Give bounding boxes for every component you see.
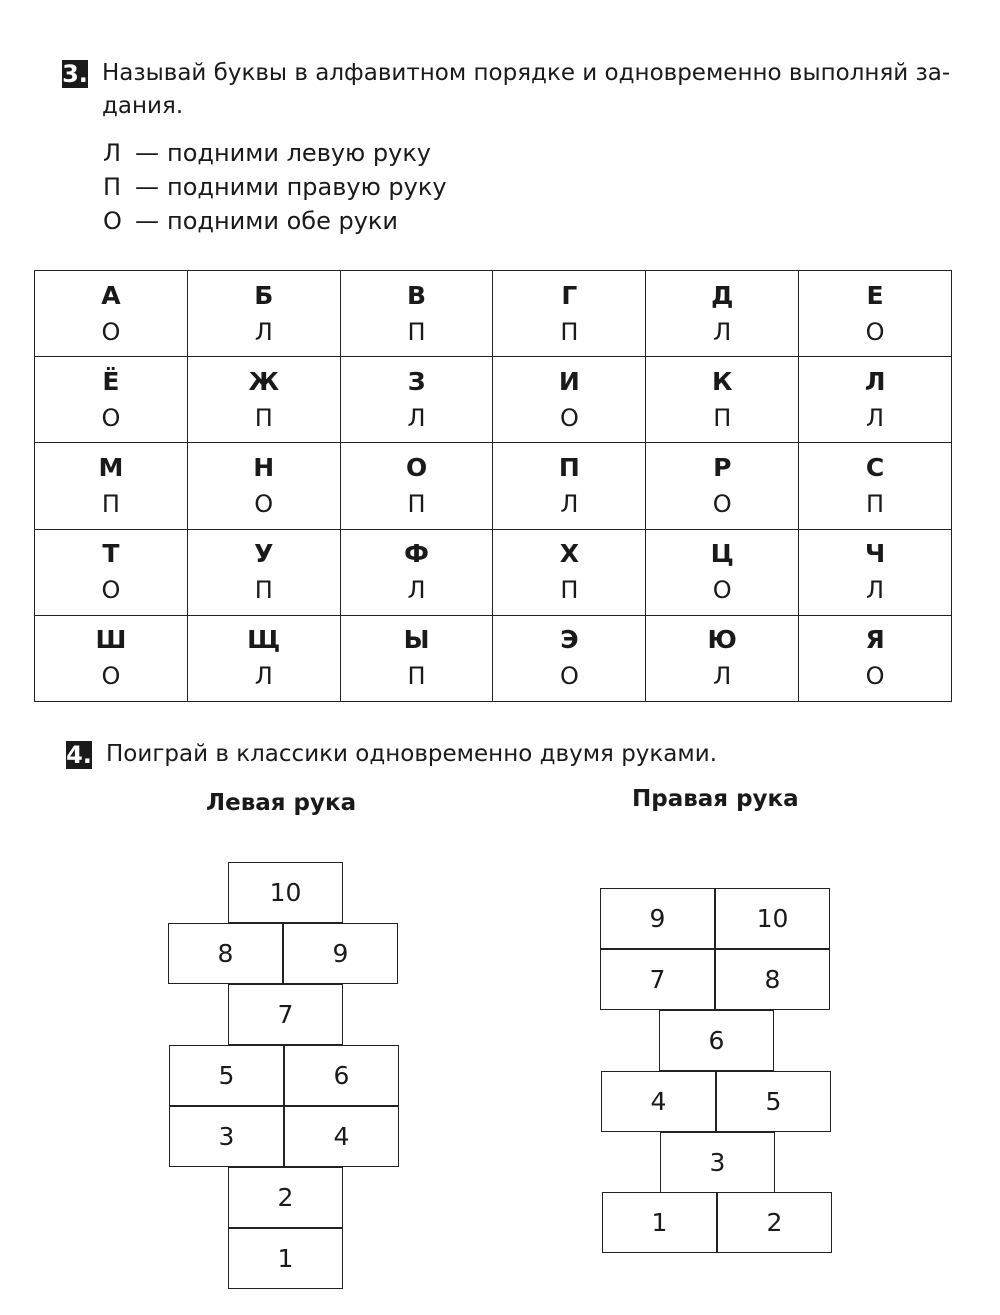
alphabet-letter: Б	[254, 280, 274, 310]
alphabet-cell	[799, 357, 952, 443]
alphabet-letter: Ё	[102, 366, 120, 396]
hopscotch-right-cell: 9	[600, 888, 715, 949]
alphabet-letter: Я	[865, 625, 885, 655]
alphabet-row	[35, 357, 952, 443]
hopscotch-left-cell: 10	[228, 862, 343, 923]
alphabet-letter: У	[254, 539, 274, 569]
alphabet-letter: Ы	[403, 625, 430, 655]
alphabet-cell	[340, 443, 493, 529]
task4-instruction: Поиграй в классики одновременно двумя руками.	[106, 741, 718, 767]
alphabet-letter: А	[101, 280, 121, 310]
alphabet-action: Л	[866, 403, 885, 432]
alphabet-letter: Р	[713, 452, 732, 482]
alphabet-action: О	[865, 662, 885, 691]
hopscotch-right-cell: 7	[600, 949, 715, 1010]
legend-row-right	[103, 170, 447, 204]
alphabet-action: П	[407, 317, 426, 346]
alphabet-cell	[493, 529, 646, 615]
alphabet-cell	[340, 271, 493, 357]
hopscotch-left-cell: 7	[228, 984, 343, 1045]
alphabet-letter: Ч	[864, 539, 886, 569]
alphabet-letter: Д	[711, 280, 734, 310]
alphabet-action: П	[407, 662, 426, 691]
alphabet-cell	[799, 443, 952, 529]
alphabet-row	[35, 529, 952, 615]
alphabet-cell	[340, 357, 493, 443]
left-hand-title: Левая рука	[206, 790, 357, 816]
alphabet-action: П	[407, 489, 426, 518]
alphabet-action: П	[560, 317, 579, 346]
hopscotch-left-cell: 1	[228, 1228, 343, 1289]
alphabet-action: О	[559, 403, 579, 432]
hopscotch-left-cell: 8	[168, 923, 283, 984]
alphabet-cell	[35, 615, 188, 701]
alphabet-cell	[799, 529, 952, 615]
alphabet-letter: Ш	[95, 625, 127, 655]
alphabet-letter: Е	[866, 280, 884, 310]
hopscotch-left-cell: 4	[284, 1106, 399, 1167]
alphabet-letter: З	[407, 366, 426, 396]
alphabet-action: Л	[713, 317, 732, 346]
alphabet-cell	[493, 271, 646, 357]
hopscotch-right-cell: 3	[660, 1132, 775, 1193]
legend-row-both	[103, 204, 447, 238]
legend-letter: Л	[103, 139, 122, 167]
alphabet-action: П	[560, 576, 579, 605]
alphabet-letter: Ц	[710, 539, 734, 569]
hopscotch-left-cell: 3	[169, 1106, 284, 1167]
alphabet-cell	[187, 443, 340, 529]
legend-action: подними обе руки	[167, 207, 398, 235]
task3-legend	[103, 136, 447, 238]
hopscotch-right-cell: 6	[659, 1010, 774, 1071]
alphabet-action: Л	[713, 662, 732, 691]
alphabet-letter: Ж	[248, 366, 280, 396]
alphabet-cell	[340, 615, 493, 701]
alphabet-letter: К	[712, 366, 733, 396]
alphabet-cell	[187, 357, 340, 443]
hopscotch-right-cell: 5	[716, 1071, 831, 1132]
alphabet-cell	[187, 529, 340, 615]
alphabet-action: Л	[866, 576, 885, 605]
task3-number-badge: 3.	[62, 60, 88, 88]
legend-letter: О	[103, 207, 122, 235]
alphabet-action: О	[101, 403, 121, 432]
hopscotch-left-cell: 5	[169, 1045, 284, 1106]
alphabet-letter: Н	[253, 452, 275, 482]
alphabet-row	[35, 443, 952, 529]
alphabet-action: П	[713, 403, 732, 432]
hopscotch-right-cell: 8	[715, 949, 830, 1010]
alphabet-action: Л	[407, 576, 426, 605]
alphabet-cell	[187, 271, 340, 357]
alphabet-letter: Э	[560, 625, 579, 655]
alphabet-cell	[799, 271, 952, 357]
hopscotch-right-cell: 2	[717, 1192, 832, 1253]
legend-action: подними правую руку	[167, 173, 447, 201]
alphabet-cell	[35, 443, 188, 529]
alphabet-cell	[493, 357, 646, 443]
alphabet-action: О	[101, 576, 121, 605]
alphabet-cell	[646, 443, 799, 529]
task3-instruction-line2: дания.	[102, 93, 184, 119]
task4-number-badge: 4.	[66, 741, 92, 769]
alphabet-cell	[646, 357, 799, 443]
legend-dash: —	[135, 207, 159, 235]
alphabet-action: О	[712, 489, 732, 518]
hopscotch-right-cell: 4	[601, 1071, 716, 1132]
alphabet-action: О	[865, 317, 885, 346]
alphabet-letter: П	[558, 452, 580, 482]
alphabet-action: О	[101, 662, 121, 691]
alphabet-action: Л	[254, 317, 273, 346]
hopscotch-right-cell: 1	[602, 1192, 717, 1253]
legend-dash: —	[135, 139, 159, 167]
alphabet-cell	[35, 357, 188, 443]
alphabet-letter: Л	[864, 366, 886, 396]
alphabet-action: О	[559, 662, 579, 691]
alphabet-letter: Щ	[247, 625, 281, 655]
alphabet-letter: С	[865, 452, 885, 482]
alphabet-row	[35, 271, 952, 357]
alphabet-letter: О	[405, 452, 428, 482]
right-hand-title: Правая рука	[632, 786, 799, 812]
alphabet-cell	[35, 271, 188, 357]
alphabet-action: О	[101, 317, 121, 346]
legend-letter: П	[103, 173, 122, 201]
hopscotch-left-cell: 9	[283, 923, 398, 984]
legend-action: подними левую руку	[167, 139, 432, 167]
alphabet-action: Л	[560, 489, 579, 518]
alphabet-action: О	[254, 489, 274, 518]
alphabet-cell	[646, 271, 799, 357]
alphabet-cell	[493, 615, 646, 701]
alphabet-letter: Т	[102, 539, 120, 569]
alphabet-cell	[340, 529, 493, 615]
alphabet-letter: И	[558, 366, 580, 396]
alphabet-letter: М	[98, 452, 124, 482]
alphabet-action: О	[712, 576, 732, 605]
alphabet-action: Л	[407, 403, 426, 432]
alphabet-cell	[187, 615, 340, 701]
alphabet-table	[34, 270, 952, 702]
alphabet-cell	[646, 529, 799, 615]
task3-instruction-line1: Называй буквы в алфавитном порядке и одновременно выполняй за-	[102, 60, 951, 86]
hopscotch-left-cell: 6	[284, 1045, 399, 1106]
alphabet-action: П	[254, 403, 273, 432]
alphabet-action: П	[101, 489, 120, 518]
alphabet-letter: Х	[559, 539, 580, 569]
alphabet-cell	[646, 615, 799, 701]
alphabet-cell	[35, 529, 188, 615]
alphabet-letter: Ф	[404, 539, 429, 569]
alphabet-action: П	[866, 489, 885, 518]
alphabet-action: П	[254, 576, 273, 605]
legend-dash: —	[135, 173, 159, 201]
alphabet-action: Л	[254, 662, 273, 691]
alphabet-letter: В	[407, 280, 427, 310]
legend-row-left	[103, 136, 447, 170]
alphabet-cell	[799, 615, 952, 701]
alphabet-letter: Ю	[707, 625, 737, 655]
hopscotch-left-cell: 2	[228, 1167, 343, 1228]
alphabet-cell	[493, 443, 646, 529]
alphabet-letter: Г	[561, 280, 578, 310]
alphabet-row	[35, 615, 952, 701]
hopscotch-right-cell: 10	[715, 888, 830, 949]
